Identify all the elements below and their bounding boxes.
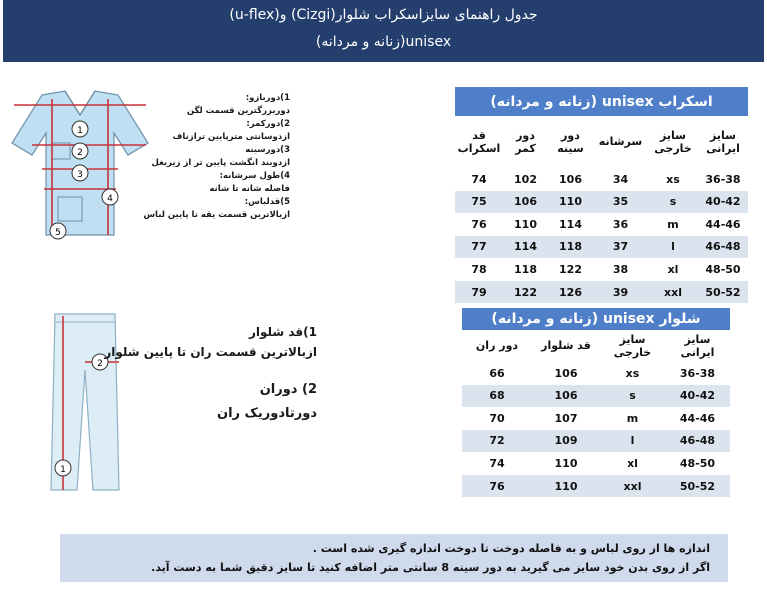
table-cell: 40-42 bbox=[665, 385, 730, 408]
table-cell: 118 bbox=[548, 236, 593, 259]
table-cell: 107 bbox=[532, 407, 600, 430]
svg-text:4: 4 bbox=[107, 194, 113, 204]
table-cell: 106 bbox=[532, 385, 600, 408]
shirt-note: 5)قدلباس: bbox=[244, 197, 290, 207]
pants-note: 2) دوران bbox=[259, 382, 317, 397]
table-cell: 114 bbox=[503, 236, 548, 259]
shirt-note: ازبالاترین قسمت یقه تا پایین لباس bbox=[143, 210, 290, 220]
shirt-marker-5 bbox=[50, 223, 66, 239]
scrub-shirt-diagram bbox=[10, 85, 150, 245]
pants-note: 1)قد شلوار bbox=[248, 325, 317, 339]
table-cell: xl bbox=[600, 452, 665, 475]
table-row bbox=[462, 475, 730, 498]
table-row bbox=[455, 236, 748, 259]
table-cell: 106 bbox=[532, 362, 600, 385]
shirt-marker-1 bbox=[72, 121, 88, 137]
table-cell: 36-38 bbox=[698, 168, 748, 191]
table-row bbox=[455, 258, 748, 281]
column-header: سایز خارجی bbox=[613, 332, 652, 359]
table-cell: xxl bbox=[600, 475, 665, 498]
column-header: سایز خارجی bbox=[654, 128, 692, 155]
svg-text:2: 2 bbox=[97, 359, 103, 369]
table-cell: m bbox=[600, 407, 665, 430]
table-cell: 50-52 bbox=[698, 281, 748, 304]
table-cell: 66 bbox=[462, 362, 532, 385]
scrub-size-table bbox=[455, 87, 748, 303]
table-cell: 106 bbox=[548, 168, 593, 191]
table-cell: l bbox=[600, 430, 665, 453]
table-cell: s bbox=[648, 191, 698, 214]
pants-size-table bbox=[462, 308, 730, 497]
table-cell: xs bbox=[600, 362, 665, 385]
pants-table-header bbox=[462, 330, 730, 362]
table-cell: 72 bbox=[462, 430, 532, 453]
table-cell: 46-48 bbox=[698, 236, 748, 259]
header-subtitle: unisex(زنانه و مردانه) bbox=[315, 34, 452, 50]
shirt-note: ازدوبند انگشت پایین تر از زیربغل bbox=[151, 158, 290, 168]
table-cell: 34 bbox=[593, 168, 648, 191]
table-cell: 75 bbox=[455, 191, 503, 214]
table-cell: 110 bbox=[503, 213, 548, 236]
shirt-note: 4)طول سرشانه: bbox=[219, 171, 290, 181]
column-header: دور ران bbox=[475, 339, 519, 353]
table-row bbox=[462, 452, 730, 475]
table-cell: 48-50 bbox=[698, 258, 748, 281]
table-cell: 110 bbox=[548, 191, 593, 214]
pants-measurement-notes bbox=[104, 322, 317, 426]
table-cell: 50-52 bbox=[665, 475, 730, 498]
pants-note: دورتادوریک ران bbox=[217, 406, 317, 421]
shirt-marker-3 bbox=[72, 165, 88, 181]
table-cell: 74 bbox=[462, 452, 532, 475]
table-cell: 44-46 bbox=[665, 407, 730, 430]
shirt-note: ازدوسانتی مترپایین ترازناف bbox=[172, 132, 290, 142]
table-cell: xl bbox=[648, 258, 698, 281]
shirt-marker-2 bbox=[72, 143, 88, 159]
shirt-note: فاصله شانه تا شانه bbox=[209, 184, 290, 194]
svg-text:2: 2 bbox=[77, 148, 83, 158]
table-cell: 118 bbox=[503, 258, 548, 281]
table-cell: 68 bbox=[462, 385, 532, 408]
table-cell: 35 bbox=[593, 191, 648, 214]
table-cell: xs bbox=[648, 168, 698, 191]
table-row bbox=[462, 385, 730, 408]
table-row bbox=[455, 191, 748, 214]
table-cell: 40-42 bbox=[698, 191, 748, 214]
table-cell: 114 bbox=[548, 213, 593, 236]
table-cell: 74 bbox=[455, 168, 503, 191]
table-cell: 76 bbox=[462, 475, 532, 498]
shirt-note: 2)دورکمر: bbox=[246, 119, 290, 129]
pants-marker-1 bbox=[55, 460, 71, 476]
table-cell: xxl bbox=[648, 281, 698, 304]
table-cell: 46-48 bbox=[665, 430, 730, 453]
column-header: قد اسکراب bbox=[457, 128, 501, 155]
table-row bbox=[455, 213, 748, 236]
svg-text:1: 1 bbox=[60, 465, 66, 475]
table-cell: 36-38 bbox=[665, 362, 730, 385]
table-cell: 109 bbox=[532, 430, 600, 453]
table-cell: 110 bbox=[532, 452, 600, 475]
svg-text:1: 1 bbox=[77, 126, 83, 136]
table-cell: m bbox=[648, 213, 698, 236]
footnote-line: اندازه ها از روی لباس و به فاصله دوخت تا دوخت اندازه گیری شده است . bbox=[312, 542, 710, 555]
column-header: سرشانه bbox=[598, 135, 643, 149]
table-cell: 37 bbox=[593, 236, 648, 259]
table-row bbox=[462, 407, 730, 430]
table-cell: 48-50 bbox=[665, 452, 730, 475]
scrub-table-title: اسکراب unisex (زنانه و مردانه) bbox=[455, 87, 748, 116]
table-cell: 122 bbox=[503, 281, 548, 304]
table-cell: 36 bbox=[593, 213, 648, 236]
table-row bbox=[455, 281, 748, 304]
footnote-line: اگر از روی بدن خود سایز می گیرید به دور سینه 8 سانتی متر اضافه کنید تا سایز دقیق شما به دست آید. bbox=[151, 561, 710, 574]
table-cell: 122 bbox=[548, 258, 593, 281]
shirt-note: 3)دورسینه bbox=[245, 145, 290, 155]
table-cell: l bbox=[648, 236, 698, 259]
table-cell: 77 bbox=[455, 236, 503, 259]
table-cell: 39 bbox=[593, 281, 648, 304]
table-cell: 102 bbox=[503, 168, 548, 191]
page-header bbox=[3, 0, 764, 62]
table-cell: 76 bbox=[455, 213, 503, 236]
table-row bbox=[455, 168, 748, 191]
table-cell: 106 bbox=[503, 191, 548, 214]
table-cell: 44-46 bbox=[698, 213, 748, 236]
shirt-measurement-notes bbox=[143, 92, 290, 222]
table-cell: s bbox=[600, 385, 665, 408]
column-header: دور سینه bbox=[557, 128, 584, 155]
pants-note: ازبالاترین قسمت ران تا پایین شلوار bbox=[104, 345, 317, 359]
table-cell: 78 bbox=[455, 258, 503, 281]
table-cell: 110 bbox=[532, 475, 600, 498]
shirt-marker-4 bbox=[102, 189, 118, 205]
table-cell: 70 bbox=[462, 407, 532, 430]
pants-table-title: شلوار unisex (زنانه و مردانه) bbox=[462, 308, 730, 330]
table-cell: 38 bbox=[593, 258, 648, 281]
shirt-note: دوربزرگترین قسمت لگن bbox=[186, 106, 290, 116]
scrub-table-header bbox=[455, 116, 748, 168]
table-row bbox=[462, 362, 730, 385]
table-cell: 126 bbox=[548, 281, 593, 304]
svg-text:3: 3 bbox=[77, 170, 83, 180]
svg-text:5: 5 bbox=[55, 228, 61, 238]
header-title: جدول راهنمای سایزاسکراب شلوار(Cizgi) و(u-flex) bbox=[229, 7, 538, 23]
measurement-footnote bbox=[60, 534, 728, 582]
pants-diagram bbox=[45, 310, 125, 495]
table-cell: 79 bbox=[455, 281, 503, 304]
table-row bbox=[462, 430, 730, 453]
column-header: سایز ایرانی bbox=[680, 332, 715, 359]
column-header: قد شلوار bbox=[541, 339, 591, 353]
column-header: دور کمر bbox=[515, 128, 536, 155]
shirt-note: 1)دوربازو: bbox=[245, 93, 290, 103]
column-header: سایز ایرانی bbox=[706, 128, 740, 155]
